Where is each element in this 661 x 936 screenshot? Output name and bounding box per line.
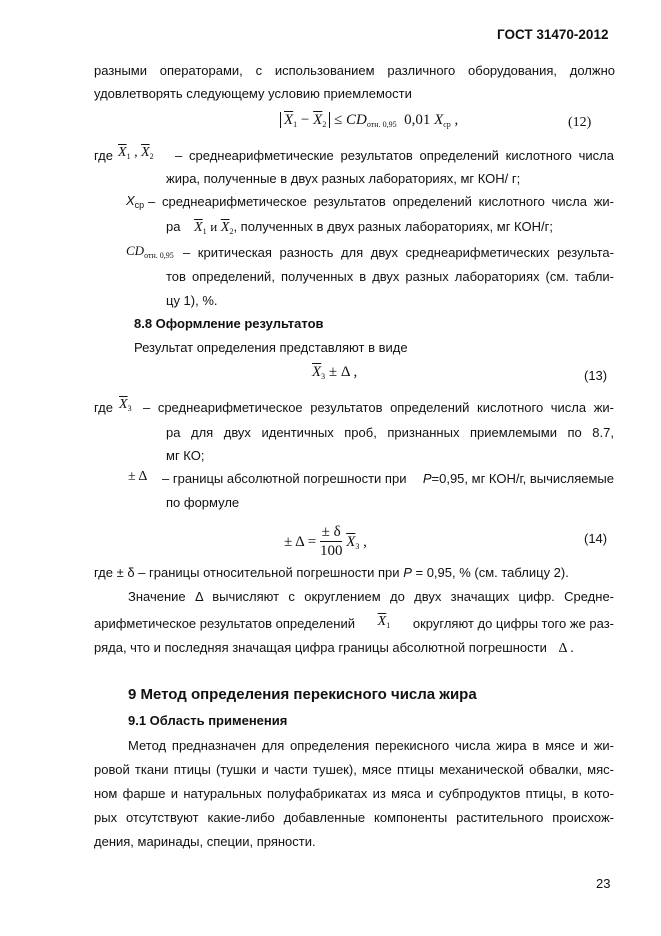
symbol-p: P [403,565,412,580]
symbol-x-cp: $X_{ср}$ [126,193,145,210]
definition-line: тов определений, полученных в двух разных лабораториях (см. табли- [166,269,614,284]
paragraph-line: дения, маринады, специи, пряности. [94,834,316,849]
equation-number-13: (13) [584,368,608,383]
definition-line: – среднеарифметическое результатов определений кислотного числа жи- [143,400,614,415]
equation-number-14: (14) [584,531,608,546]
paragraph-line: удовлетворять следующему условию приемлемости [94,86,412,101]
definition-fragment: =0,95, мг КОН/г, вычисляемые [431,471,614,486]
symbol-x1: $\overline{X}_1$ [377,614,391,630]
paragraph-fragment: ряда, что и последняя значащая цифра границы абсолютной погрешности [94,640,547,655]
paragraph-line: ном фарше и натуральных полуфабрикатах из мяса и субпродуктов птицы, в кото- [94,786,614,801]
symbol-pm-delta: ± Δ [128,469,148,484]
definition-line: – среднеарифметические результатов определений кислотного числа [175,148,614,163]
section-heading: 9 Метод определения перекисного числа жира [128,686,477,703]
symbol-x1-x2: $\overline{X}_1$ , $\overline{X}_2$ [118,145,154,161]
symbol-cd: $CD_{отн. 0,95}$ [126,243,174,260]
paragraph-line: разными операторами, с использованием различного оборудования, должно [94,63,615,78]
definition-line: мг КО; [166,448,205,463]
definition-fragment: и [210,219,218,234]
document-code: ГОСТ 31470-2012 [497,27,609,42]
symbol-p: P [422,471,432,486]
equation-number-12: (12) [568,115,592,130]
paragraph-line: Значение Δ вычисляют с округлением до двух значащих цифр. Средне- [128,589,614,604]
paragraph-fragment: арифметическое результатов определений [94,616,355,631]
definition-fragment: = 0,95, % (см. таблицу 2). [415,565,569,580]
definition-line: цу 1), %. [166,293,218,308]
definition-fragment: , полученных в двух разных лабораториях, мг КОН/г; [233,219,553,234]
paragraph-fragment: округляют до цифры того же раз- [412,616,614,631]
paragraph-line: Результат определения представляют в виде [134,340,408,355]
where-label: где [94,400,113,415]
paragraph-line: ровой ткани птицы (тушки и части тушек), мясе птицы механической обвалки, мяс- [94,762,614,777]
section-heading: 9.1 Область применения [128,713,288,728]
where-label: где [94,148,113,163]
paragraph-line: рых отсутствуют какие-либо добавленные компоненты растительного происхож- [94,810,614,825]
symbol-delta: Δ . [558,641,574,656]
symbol-x1: $\overline{X}_1$ [194,220,207,236]
definition-line: жира, полученные в двух разных лабораториях, мг КОН/ г; [166,171,521,186]
definition-line: ра для двух идентичных проб, признанных приемлемыми по 8.7, [166,425,614,440]
section-heading: 8.8 Оформление результатов [134,316,324,331]
formula-13: $\overline{X}_3 \pm \Delta$ , [312,364,358,381]
definition-line: – критическая разность для двух среднеарифметических результа- [183,245,614,260]
symbol-x3: $\overline{X}_3$ [119,397,132,413]
symbol-x2: $\overline{X}_2$ [220,220,234,236]
page-number: 23 [596,876,611,891]
paragraph-line: Метод предназначен для определения перекисного числа жира в мясе и жи- [128,738,614,753]
formula-12: $\overline{X}_1 - \overline{X}_2 \le CD_{отн. 0,95}$ 0,01 $X_{ср}$ , [280,112,458,129]
definition-line: по формуле [166,495,240,510]
formula-14: ± Δ = $\frac{\pm \delta}{100}$ $\overline{X}_3$ , [284,524,367,559]
definition-fragment: ра [166,219,181,234]
definition-line: – среднеарифметическое результатов определений кислотного числа жи- [148,194,614,209]
definition-fragment: где ± δ – границы относительной погрешности при [94,565,400,580]
definition-fragment: – границы абсолютной погрешности при [162,471,407,486]
